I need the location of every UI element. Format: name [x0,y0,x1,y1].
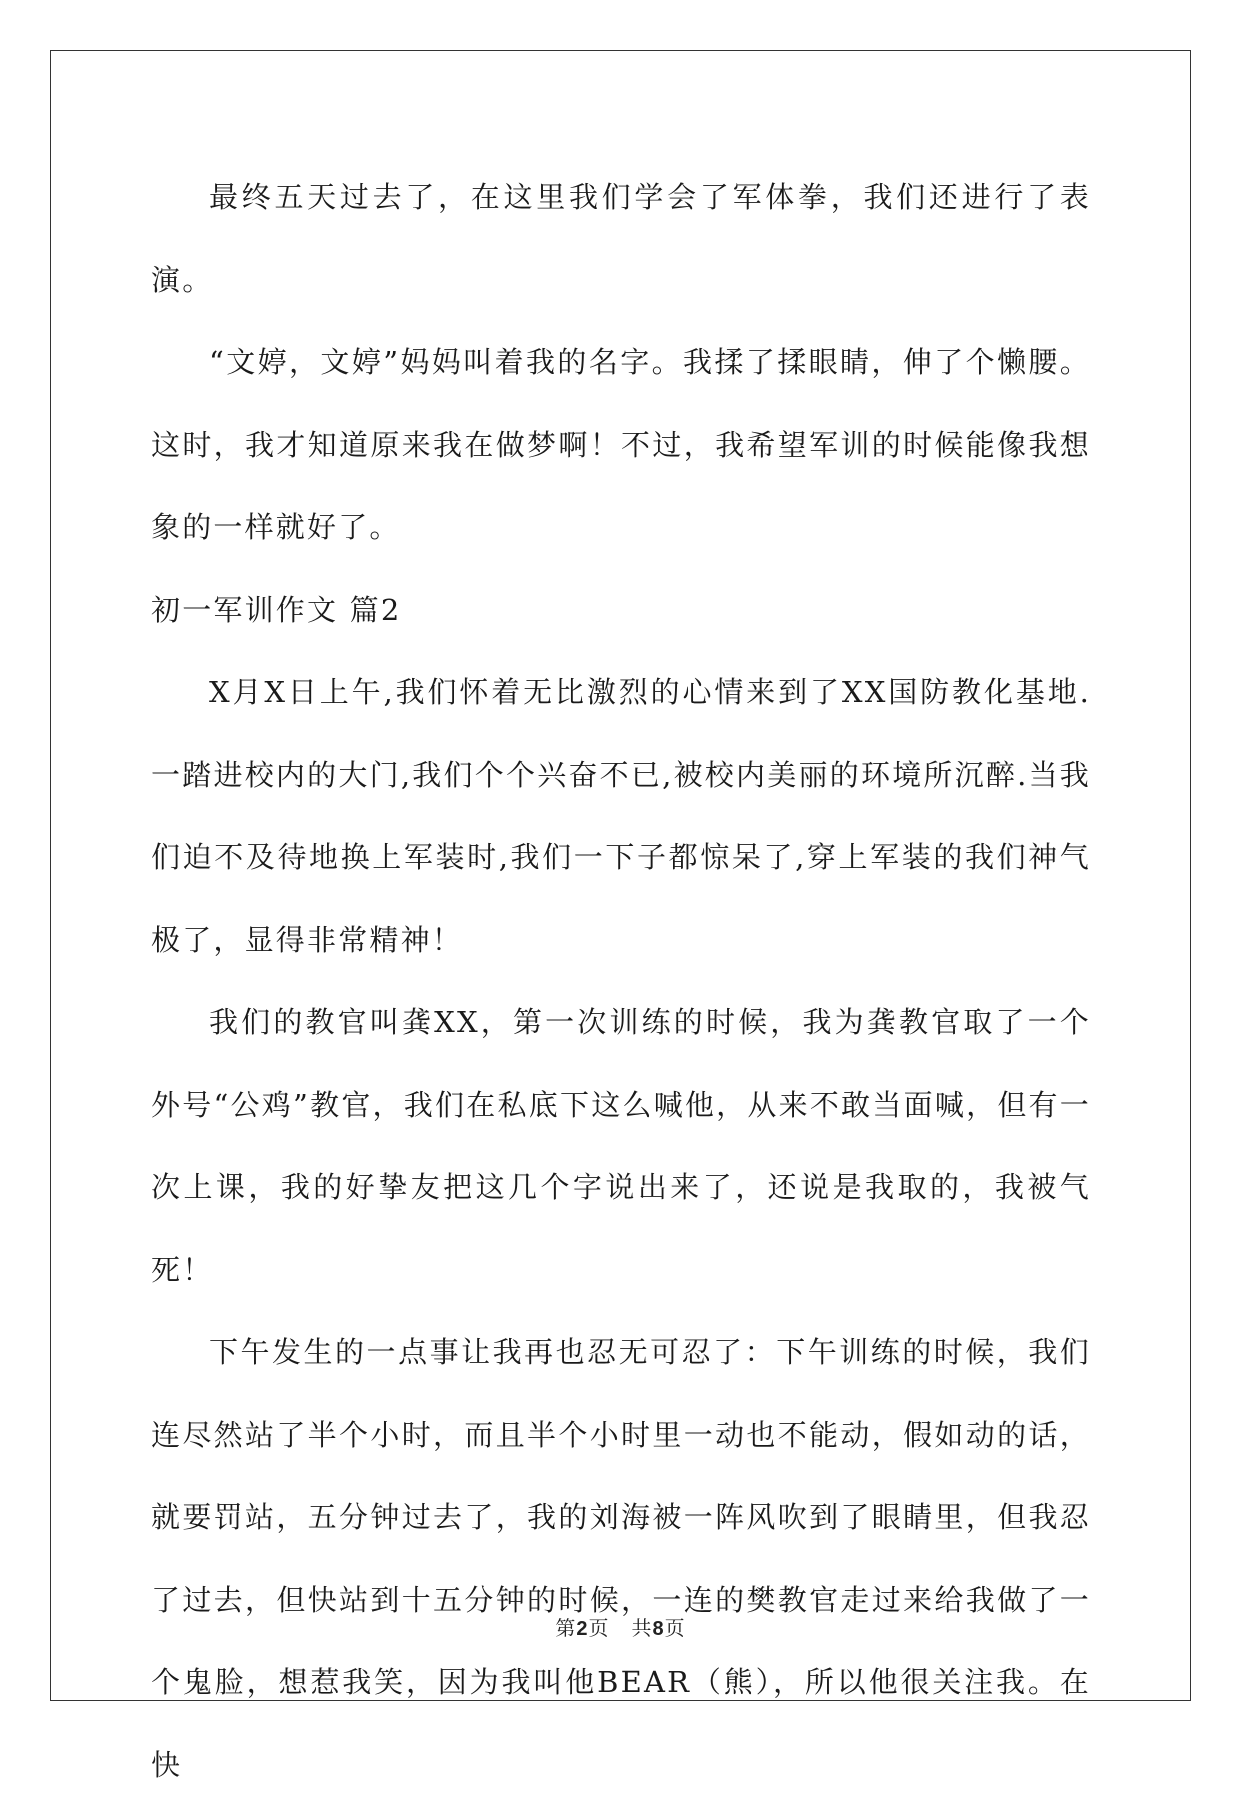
paragraph: “文婷，文婷”妈妈叫着我的名字。我揉了揉眼睛，伸了个懒腰。这时，我才知道原来我在做梦啊！不过，我希望军训的时候能像我想象的一样就好了。 [151,345,1091,544]
paragraph: X月X日上午,我们怀着无比激烈的心情来到了XX国防教化基地.一踏进校内的大门,我们个个兴奋不已,被校内美丽的环境所沉醉.当我们迫不及待地换上军装时,我们一下子都惊呆了,穿上军装的我们神气极了，显得非常精神！ [151,675,1091,957]
paragraph: 下午发生的一点事让我再也忍无可忍了：下午训练的时候，我们连尽然站了半个小时，而且半个小时里一动也不能动，假如动的话，就要罚站，五分钟过去了，我的刘海被一阵风吹到了眼睛里，但我忍了过去，但快站到十五分钟的时候，一连的樊教官走过来给我做了一个鬼脸，想惹我笑，因为我叫他BEAR（熊），所以他很关注我。在快 [151,1335,1091,1782]
section-heading: 初一军训作文 篇2 [151,592,402,627]
document-body [151,156,1091,1806]
total-page-number: 8 [652,1618,665,1640]
page-suffix: 页 [588,1616,610,1640]
page-footer [0,1612,1241,1641]
total-prefix: 共 [631,1616,653,1640]
paragraph: 最终五天过去了，在这里我们学会了军体拳，我们还进行了表演。 [151,180,1091,297]
total-suffix: 页 [664,1616,686,1640]
page-prefix: 第 [555,1616,577,1640]
paragraph: 我们的教官叫龚XX，第一次训练的时候，我为龚教官取了一个外号“公鸡”教官，我们在私底下这么喊他，从来不敢当面喊，但有一次上课，我的好挚友把这几个字说出来了，还说是我取的，我被气死！ [151,1005,1091,1287]
current-page-number: 2 [576,1618,589,1640]
